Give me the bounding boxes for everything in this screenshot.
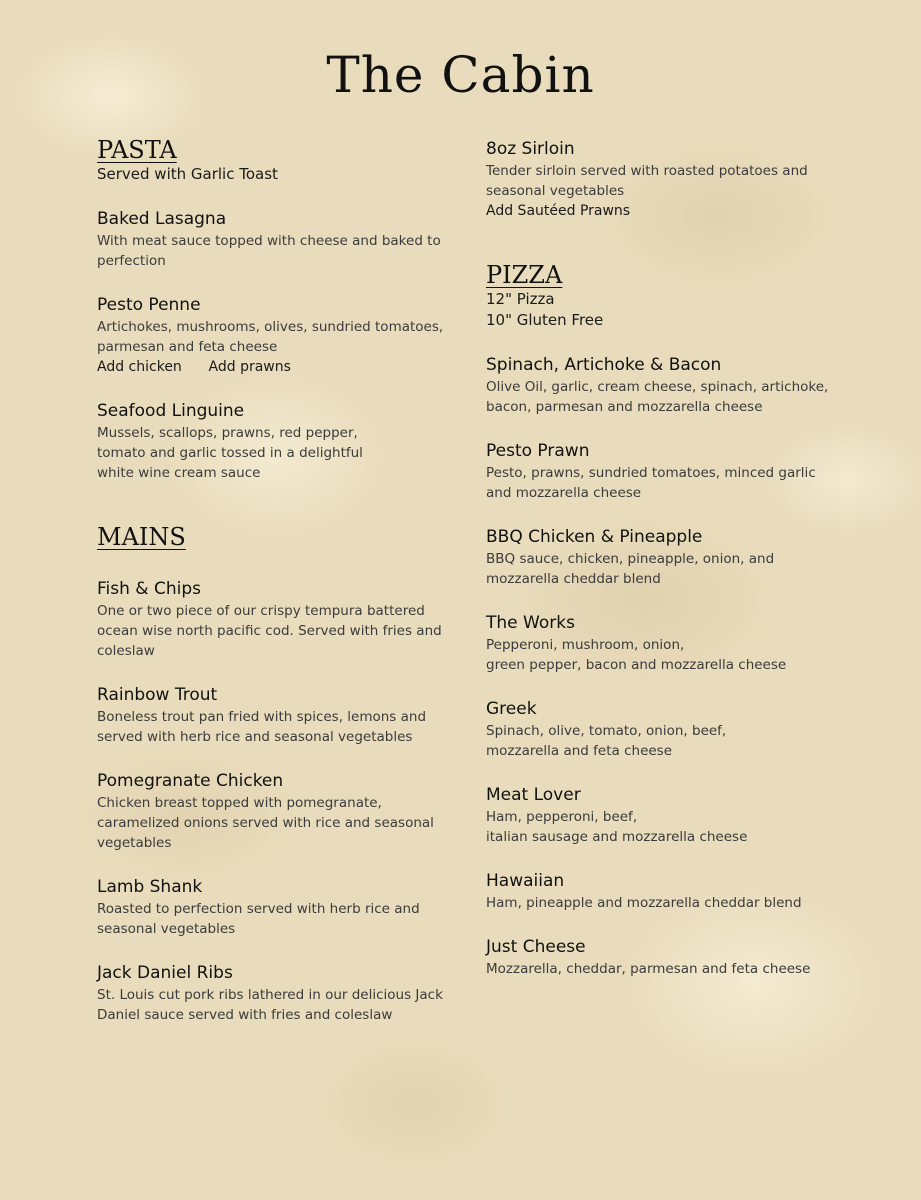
pizza-size-regular: 12" Pizza	[486, 290, 555, 308]
menu-item	[486, 869, 836, 913]
menu-item-description: Pepperoni, mushroom, onion, green pepper, bacon and mozzarella cheese	[486, 637, 787, 673]
menu-item-name: 8oz Sirloin	[486, 139, 575, 159]
menu-item-name: Fish & Chips	[97, 579, 201, 599]
menu-item	[486, 439, 836, 503]
menu-item-description: St. Louis cut pork ribs lathered in our delicious Jack Daniel sauce served with fries and coleslaw	[97, 987, 443, 1023]
menu-item	[486, 935, 836, 979]
menu-item-name: Pesto Prawn	[486, 441, 590, 461]
menu-item	[97, 875, 447, 939]
menu-item-description: Mussels, scallops, prawns, red pepper, tomato and garlic tossed in a delightful white wine cream sauce	[97, 425, 363, 481]
menu-item	[97, 769, 447, 853]
menu-item	[97, 683, 447, 747]
menu-item-description: Mozzarella, cheddar, parmesan and feta cheese	[486, 961, 811, 977]
menu-title: The Cabin	[326, 46, 595, 104]
menu-item-description: Tender sirloin served with roasted potatoes and seasonal vegetables	[486, 163, 808, 199]
menu-item-name: The Works	[486, 613, 575, 633]
menu-item-name: Seafood Linguine	[97, 401, 245, 421]
menu-item-description: Roasted to perfection served with herb rice and seasonal vegetables	[97, 901, 420, 937]
menu-item-name: Baked Lasagna	[97, 209, 227, 229]
menu-item	[97, 399, 447, 483]
menu-item	[97, 961, 447, 1025]
menu-item-name: Meat Lover	[486, 785, 581, 805]
menu-item	[486, 611, 836, 675]
menu-item-addons: Add Sautéed Prawns	[486, 203, 631, 219]
menu-item-name: Pesto Penne	[97, 295, 201, 315]
menu-item-name: Jack Daniel Ribs	[97, 963, 233, 983]
menu-item-description: Chicken breast topped with pomegranate, caramelized onions served with rice and seasonal vegetables	[97, 795, 434, 851]
menu-item	[486, 697, 836, 761]
mains-heading: MAINS	[97, 523, 186, 551]
left-column	[97, 136, 447, 1025]
menu-item	[97, 293, 447, 377]
menu-item-description: Boneless trout pan fried with spices, lemons and served with herb rice and seasonal vegetables	[97, 709, 427, 745]
pasta-heading: PASTA	[97, 136, 177, 164]
menu-item	[486, 137, 836, 221]
menu-item	[486, 783, 836, 847]
menu-item-name: Hawaiian	[486, 871, 565, 891]
right-column	[486, 137, 836, 979]
menu-item	[97, 207, 447, 271]
menu-item-description: BBQ sauce, chicken, pineapple, onion, and mozzarella cheddar blend	[486, 551, 775, 587]
menu-item-name: Lamb Shank	[97, 877, 203, 897]
menu-item-description: With meat sauce topped with cheese and baked to perfection	[97, 233, 441, 269]
menu-item-name: Just Cheese	[486, 937, 586, 957]
menu-item	[97, 577, 447, 661]
pasta-subtitle: Served with Garlic Toast	[97, 165, 278, 183]
menu-item-name: BBQ Chicken & Pineapple	[486, 527, 703, 547]
menu-item	[486, 525, 836, 589]
menu-item-name: Rainbow Trout	[97, 685, 218, 705]
menu-item-description: Ham, pepperoni, beef, italian sausage and mozzarella cheese	[486, 809, 748, 845]
menu-item-description: One or two piece of our crispy tempura battered ocean wise north pacific cod. Served with fries and coleslaw	[97, 603, 442, 659]
menu-item-description: Spinach, olive, tomato, onion, beef, mozzarella and feta cheese	[486, 723, 727, 759]
menu-item-name: Greek	[486, 699, 537, 719]
pizza-heading: PIZZA	[486, 261, 563, 289]
menu-item-description: Pesto, prawns, sundried tomatoes, minced garlic and mozzarella cheese	[486, 465, 816, 501]
menu-item-addons: Add chicken Add prawns	[97, 359, 291, 375]
pizza-size-gluten-free: 10" Gluten Free	[486, 311, 604, 329]
menu-item	[486, 353, 836, 417]
menu-item-description: Olive Oil, garlic, cream cheese, spinach, artichoke, bacon, parmesan and mozzarella cheese	[486, 379, 829, 415]
menu-item-name: Spinach, Artichoke & Bacon	[486, 355, 722, 375]
menu-item-name: Pomegranate Chicken	[97, 771, 284, 791]
menu-item-description: Ham, pineapple and mozzarella cheddar blend	[486, 895, 802, 911]
menu-item-description: Artichokes, mushrooms, olives, sundried tomatoes, parmesan and feta cheese	[97, 319, 444, 355]
